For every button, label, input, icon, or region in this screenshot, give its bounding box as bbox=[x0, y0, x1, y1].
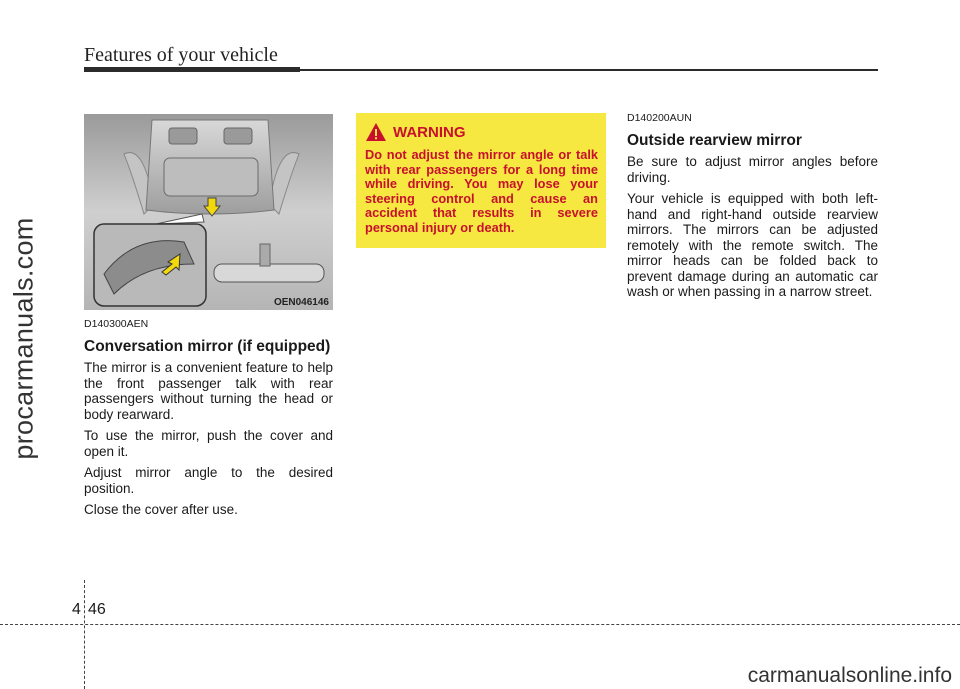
section-code: D140300AEN bbox=[84, 318, 149, 330]
footer-divider bbox=[84, 580, 85, 689]
paragraph: The mirror is a convenient feature to help the front passenger talk with rear passengers without turning the head or body rearward. bbox=[84, 360, 333, 422]
outside-rearview-mirror-section bbox=[627, 111, 878, 306]
page-number: 46 bbox=[88, 601, 106, 618]
bottom-watermark: carmanualsonline.info bbox=[747, 664, 952, 687]
warning-title: WARNING bbox=[393, 123, 466, 141]
section-heading: Outside rearview mirror bbox=[627, 131, 802, 149]
rearview-mirror-stem bbox=[260, 244, 270, 266]
paragraph: Adjust mirror angle to the desired position. bbox=[84, 465, 333, 496]
conversation-mirror-section bbox=[84, 317, 333, 524]
warning-box bbox=[356, 113, 606, 248]
chapter-number: 4 bbox=[72, 601, 81, 618]
section-heading: Conversation mirror (if equipped) bbox=[84, 337, 331, 355]
paragraph: Close the cover after use. bbox=[84, 502, 238, 517]
map-lamp-right bbox=[224, 128, 252, 144]
paragraph: Be sure to adjust mirror angles before driving. bbox=[627, 154, 878, 185]
conversation-mirror-illustration bbox=[84, 114, 333, 310]
map-lamp-left bbox=[169, 128, 197, 144]
header-rule-thick bbox=[84, 67, 300, 72]
paragraph: Your vehicle is equipped with both left-hand and right-hand outside rearview mirrors. The mirrors can be adjusted remotely with the remote switch. The mirror heads can be folded back to prevent damage during an automatic car wash or when passing in a narrow street. bbox=[627, 191, 878, 299]
rearview-mirror bbox=[214, 264, 324, 282]
paragraph: To use the mirror, push the cover and open it. bbox=[84, 428, 333, 459]
footer-rule bbox=[0, 624, 960, 625]
illustration-svg bbox=[84, 114, 333, 310]
header-rule-thin bbox=[300, 69, 878, 71]
section-code: D140200AUN bbox=[627, 112, 692, 124]
warning-text: Do not adjust the mirror angle or talk with rear passengers for a long time while driving. You may lose your steering control and cause an accident that results in severe personal injury or death. bbox=[365, 147, 598, 235]
warning-triangle-icon bbox=[365, 122, 387, 142]
mirror-cover bbox=[164, 158, 258, 196]
figure-code: OEN046146 bbox=[273, 297, 329, 308]
side-watermark bbox=[6, 128, 42, 548]
page-header-title: Features of your vehicle bbox=[84, 44, 278, 66]
warning-header bbox=[365, 122, 598, 142]
side-watermark-text: procarmanuals.com bbox=[8, 216, 39, 460]
